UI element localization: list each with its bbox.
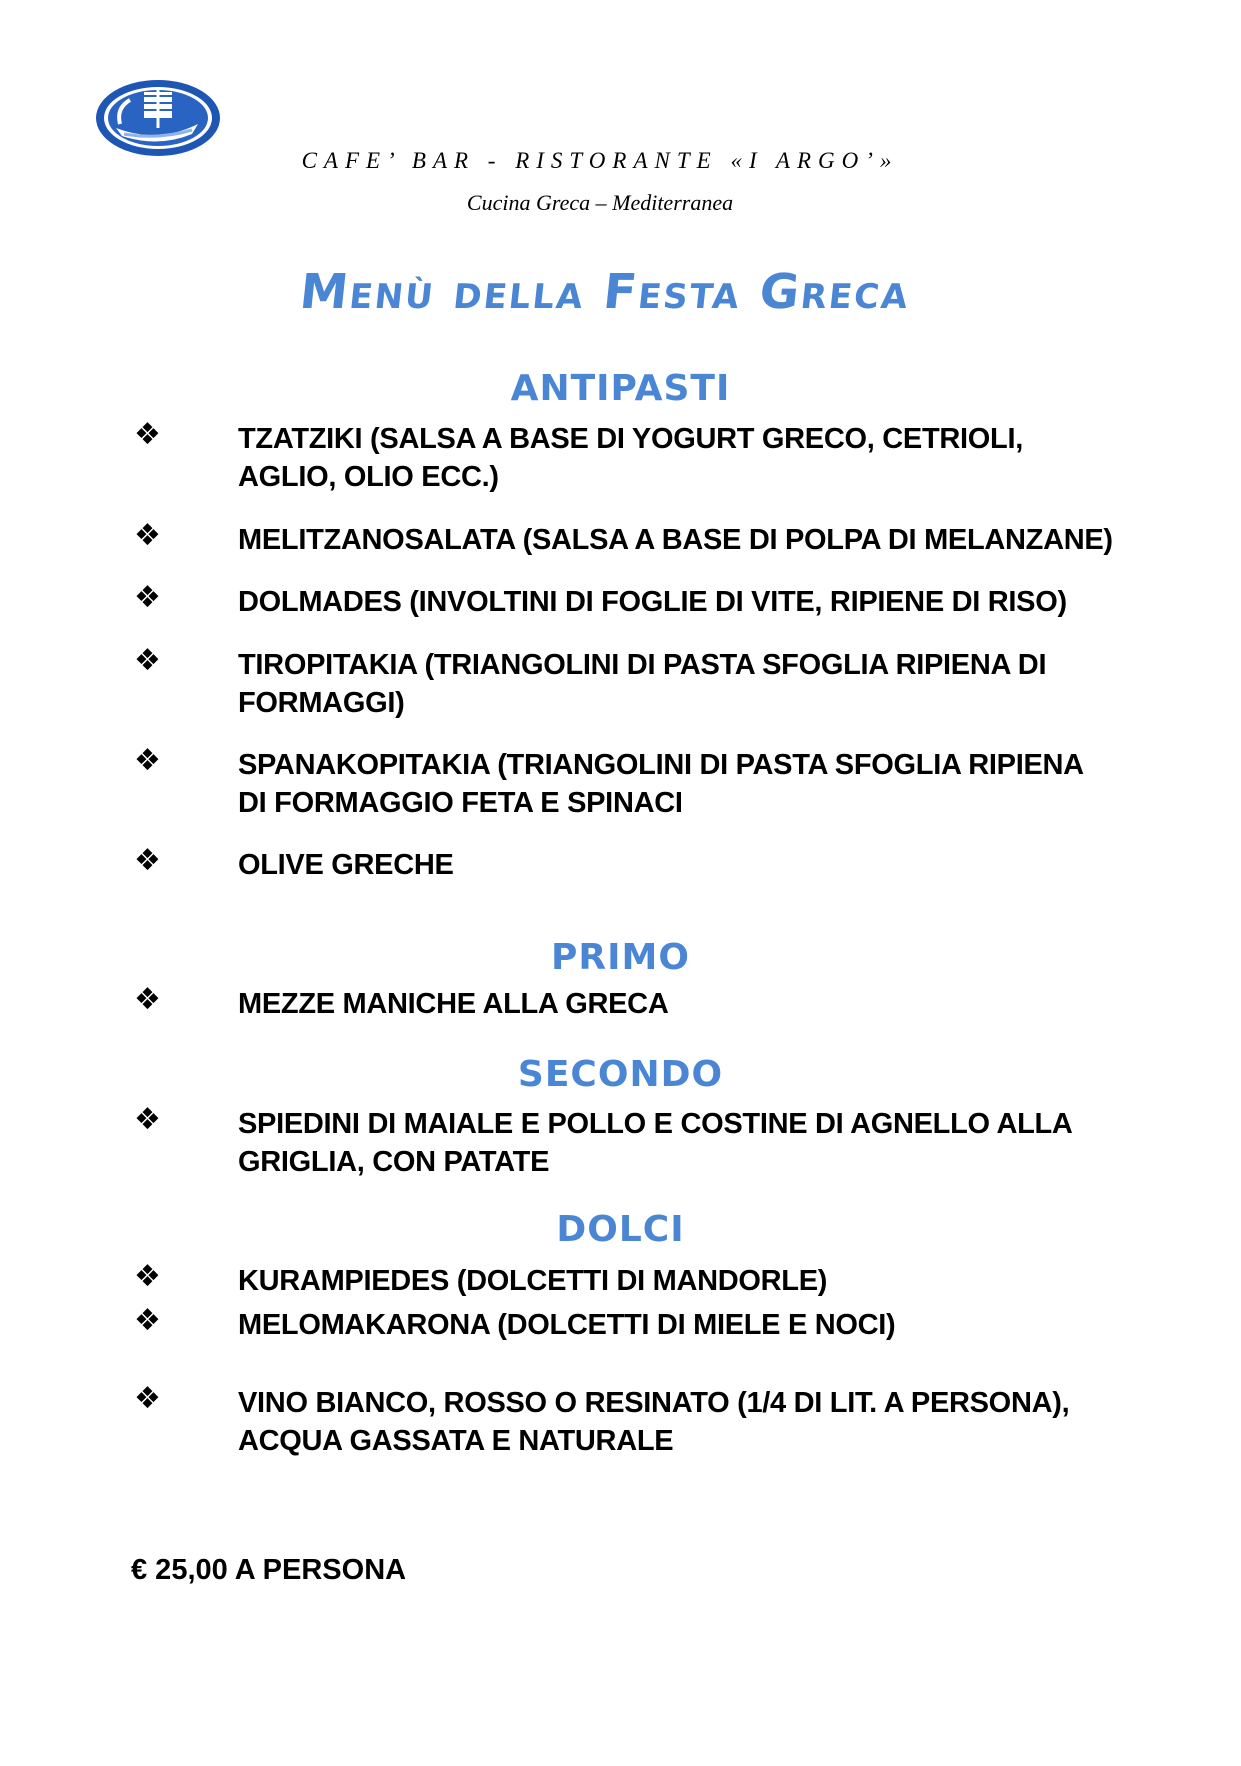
item-text: TIROPITAKIA (TRIANGOLINI DI PASTA SFOGLIA RIPIENA DI FORMAGGI) bbox=[238, 649, 1047, 719]
item-text: KURAMPIEDES (DOLCETTI DI MANDORLE) bbox=[238, 1265, 828, 1297]
bullet-icon: ❖ bbox=[134, 1259, 161, 1294]
section-title-primo: PRIMO bbox=[551, 937, 690, 978]
bullet-icon: ❖ bbox=[134, 843, 161, 878]
item-text: MEZZE MANICHE ALLA GRECA bbox=[238, 988, 669, 1020]
bullet-icon: ❖ bbox=[134, 743, 161, 778]
section-title-dolci: DOLCI bbox=[556, 1209, 685, 1250]
restaurant-logo bbox=[94, 78, 222, 158]
argo-ship-logo-icon bbox=[94, 78, 222, 158]
section-title-antipasti: ANTIPASTI bbox=[510, 368, 731, 409]
bullet-icon: ❖ bbox=[134, 643, 161, 678]
item-text: TZATZIKI (SALSA A BASE DI YOGURT GRECO, CETRIOLI, AGLIO, OLIO ECC.) bbox=[238, 423, 1023, 493]
item-text: SPANAKOPITAKIA (TRIANGOLINI DI PASTA SFOGLIA RIPIENA DI FORMAGGIO FETA E SPINACI bbox=[238, 749, 1083, 819]
restaurant-tagline: CAFE’ BAR - RISTORANTE «I ARGO’» bbox=[301, 148, 899, 173]
price-per-person: € 25,00 A PERSONA bbox=[131, 1554, 407, 1586]
bullet-icon: ❖ bbox=[134, 518, 161, 553]
bullet-icon: ❖ bbox=[134, 982, 161, 1017]
item-text: VINO BIANCO, ROSSO O RESINATO (1/4 DI LIT. A PERSONA), ACQUA GASSATA E NATURALE bbox=[238, 1387, 1070, 1457]
bullet-icon: ❖ bbox=[134, 1381, 161, 1416]
menu-title: Menù della Festa Greca bbox=[297, 264, 913, 320]
item-text: MELITZANOSALATA (SALSA A BASE DI POLPA DI MELANZANE) bbox=[238, 524, 1113, 556]
bullet-icon: ❖ bbox=[134, 417, 161, 452]
cuisine-subtitle: Cucina Greca – Mediterranea bbox=[466, 190, 734, 215]
section-title-secondo: SECONDO bbox=[517, 1054, 724, 1095]
bullet-icon: ❖ bbox=[134, 1102, 161, 1137]
bullet-icon: ❖ bbox=[134, 580, 161, 615]
bullet-icon: ❖ bbox=[134, 1303, 161, 1338]
item-text: OLIVE GRECHE bbox=[238, 849, 454, 881]
item-text: DOLMADES (INVOLTINI DI FOGLIE DI VITE, RIPIENE DI RISO) bbox=[238, 586, 1067, 618]
item-text: MELOMAKARONA (DOLCETTI DI MIELE E NOCI) bbox=[238, 1309, 896, 1341]
item-text: SPIEDINI DI MAIALE E POLLO E COSTINE DI AGNELLO ALLA GRIGLIA, CON PATATE bbox=[238, 1108, 1072, 1178]
